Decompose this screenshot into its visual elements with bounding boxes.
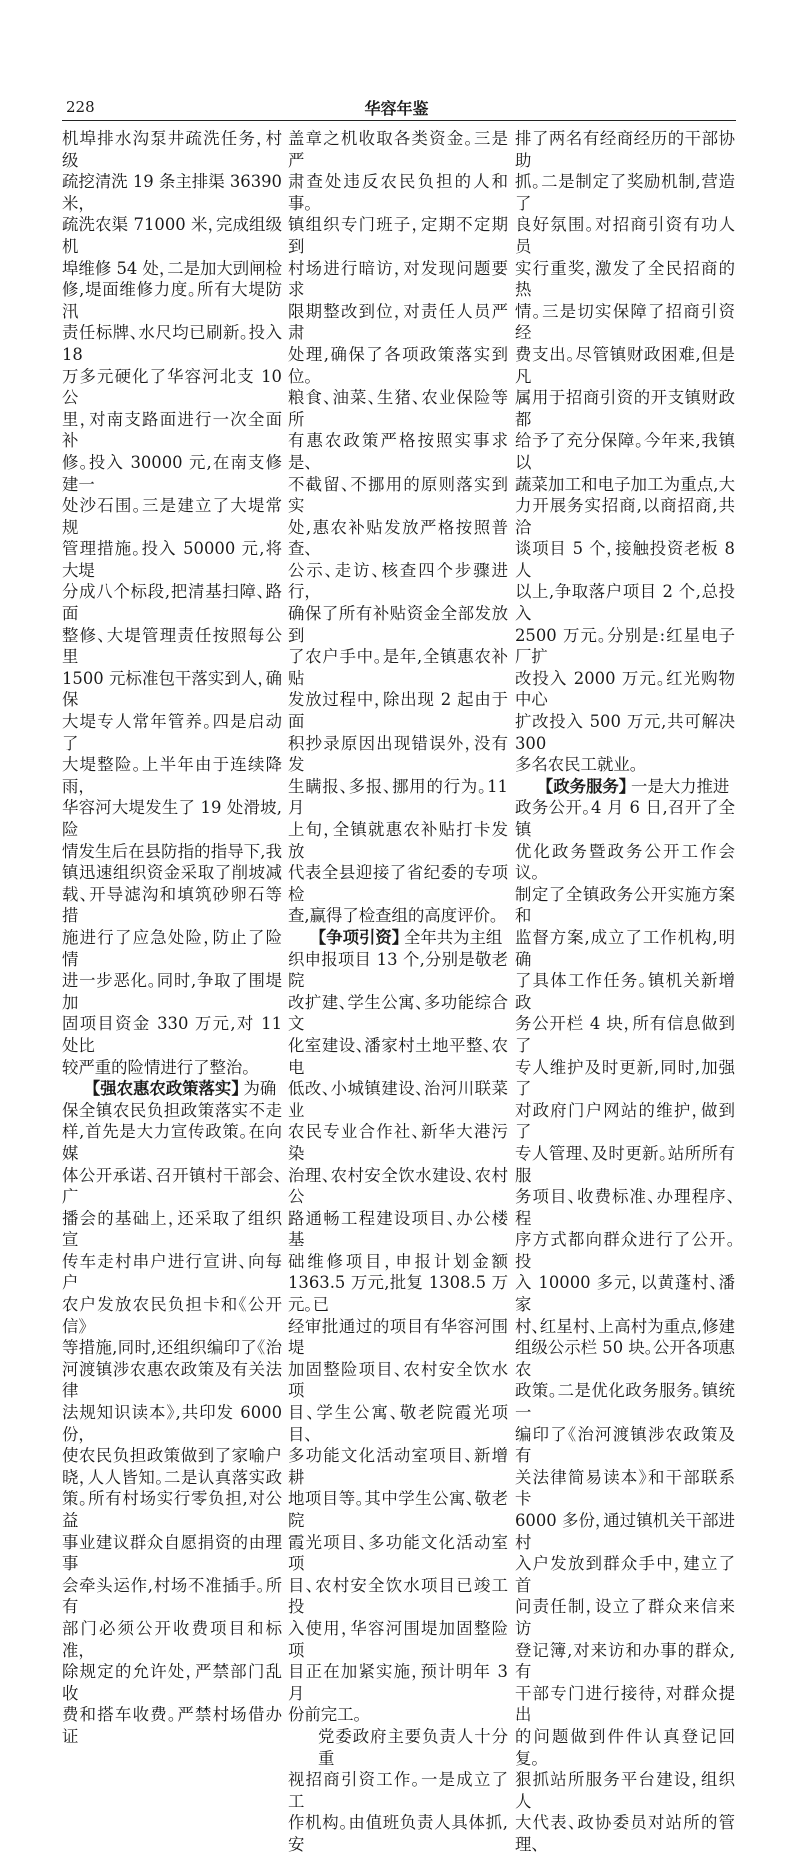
text-line <box>515 1057 735 1100</box>
line-text: 载、开导滤沟和填筑砂卵石等措 <box>62 884 282 926</box>
line-text: 属用于招商引资的开支镇财政都 <box>515 388 735 429</box>
text-line <box>288 1445 508 1488</box>
line-text: 排了两名有经商经历的干部协助 <box>515 129 735 170</box>
text-line <box>288 733 508 776</box>
line-text: 关法律简易读本》和干部联系卡 <box>515 1467 735 1509</box>
line-text: 治理、农村安全饮水建设、农村公 <box>288 1165 508 1207</box>
text-line <box>62 884 282 927</box>
text-line <box>515 797 735 840</box>
text-line <box>62 1467 282 1489</box>
text-line <box>62 128 282 171</box>
text-line <box>62 1359 282 1402</box>
text-line <box>515 884 735 927</box>
text-line <box>62 581 282 624</box>
page-number: 228 <box>66 98 95 116</box>
line-text: 低改、小城镇建设、治河川联菜业 <box>288 1079 508 1120</box>
line-text: 蔬菜加工和电子加工为重点,大 <box>515 474 735 494</box>
text-line <box>288 819 508 862</box>
line-text: 加固整险项目、农村安全饮水项 <box>288 1359 508 1401</box>
line-text: 制定了全镇政务公开实施方案和 <box>515 884 735 926</box>
line-text: 优化政务暨政务公开工作会议。 <box>515 841 735 883</box>
line-text: 务项目、收费标准、办理程序、程 <box>515 1187 735 1228</box>
line-text: 专人维护及时更新,同时,加强了 <box>515 1057 735 1099</box>
line-text: 村场进行暗访，对发现问题要求 <box>288 258 508 300</box>
text-line <box>288 1704 508 1726</box>
header-rule <box>62 120 736 121</box>
text-line <box>62 409 282 452</box>
line-text: 进一步恶化。同时,争取了围堤加 <box>62 971 282 1012</box>
line-text: 华容河大堤发生了 19 处滑坡,险 <box>62 798 282 839</box>
line-text: 党委政府主要负责人十分重 <box>318 1726 508 1768</box>
line-text: 扩改投入 500 万元,共可解决 300 <box>515 712 735 753</box>
line-text: 对政府门户网站的维护，做到了 <box>515 1100 735 1142</box>
line-text: 编印了《治河渡镇涉农政策及有 <box>515 1424 735 1466</box>
line-text: 的问题做到件件认真登记回复。 <box>515 1726 735 1768</box>
text-line <box>62 171 282 214</box>
text-line <box>515 668 735 711</box>
line-text: 万多元硬化了华容河北支 10 公 <box>62 366 282 408</box>
line-text: 限期整改到位，对责任人员严肃 <box>288 301 508 343</box>
text-line <box>515 1186 735 1229</box>
line-text: 事业建议群众自愿捐资的由理事 <box>62 1532 282 1574</box>
line-text: 干部专门进行接待，对群众提出 <box>515 1683 735 1725</box>
line-text: 织申报项目 13 个,分别是敬老院 <box>288 949 508 991</box>
text-line <box>62 625 282 668</box>
line-text: 处理,确保了各项政策落实到位。 <box>288 344 508 386</box>
text-line <box>515 1272 735 1315</box>
text-line <box>288 344 508 387</box>
text-line <box>515 841 735 884</box>
text-line <box>288 1035 508 1078</box>
section-heading-line <box>62 1078 282 1100</box>
line-text: 积抄录原因出现错误外，没有发 <box>288 733 508 775</box>
line-text: 1363.5 万元,批复 1308.5 万元。已 <box>288 1273 508 1315</box>
text-line <box>515 1769 735 1812</box>
text-line <box>62 1121 282 1164</box>
line-text: 目、学生公寓、敬老院霞光项目、 <box>288 1403 508 1444</box>
text-line <box>288 1078 508 1121</box>
text-line <box>515 1596 735 1639</box>
text-line <box>62 1661 282 1704</box>
text-line <box>288 1618 508 1661</box>
text-line <box>288 258 508 301</box>
line-text: 施进行了应急处险，防止了险情 <box>62 927 282 969</box>
text-line <box>288 474 508 517</box>
line-text: 6000 多份，通过镇机关干部进村 <box>515 1511 735 1552</box>
text-line <box>288 214 508 257</box>
text-line <box>515 1424 735 1467</box>
text-line <box>288 171 508 214</box>
text-line <box>515 970 735 1013</box>
line-text: 修。投入 30000 元,在南支修建一 <box>62 452 282 494</box>
line-text: 问责任制，设立了群众来信来访 <box>515 1597 735 1638</box>
text-line <box>515 1467 735 1510</box>
line-text: 肃查处违反农民负担的人和事。 <box>288 172 508 213</box>
line-text: 为确 <box>243 1079 277 1099</box>
text-line <box>288 1359 508 1402</box>
text-line <box>288 560 508 603</box>
text-line <box>62 279 282 322</box>
line-text: 目、农村安全饮水项目已竣工投 <box>288 1575 508 1617</box>
line-text: 抓。二是制定了奖励机制,营造了 <box>515 172 735 213</box>
line-text: 整修、大堤管理责任按照每公里 <box>62 625 282 667</box>
line-text: 生瞒报、多报、挪用的行为。11 月 <box>288 776 508 818</box>
line-text: 作机构。由值班负责人具体抓,安 <box>288 1813 508 1854</box>
text-line <box>288 862 508 905</box>
line-text: 发放过程中，除出现 2 起由于面 <box>288 690 508 732</box>
line-text: 登记簿,对来访和办事的群众,有 <box>515 1640 735 1682</box>
text-line <box>515 1683 735 1726</box>
text-line <box>288 1208 508 1251</box>
line-text: 情。三是切实保障了招商引资经 <box>515 301 735 343</box>
text-line <box>515 430 735 473</box>
line-text: 础维修项目，申报计划金额 <box>288 1251 508 1271</box>
line-text: 序方式都向群众进行了公开。投 <box>515 1230 735 1271</box>
line-text: 镇迅速组织资金采取了削坡减 <box>62 863 282 883</box>
line-text: 村、红星村、上高村为重点,修建 <box>515 1316 735 1336</box>
text-line <box>62 841 282 863</box>
text-line <box>515 711 735 754</box>
text-line <box>62 1445 282 1467</box>
line-text: 大堤整险。上半年由于连续降雨， <box>62 755 282 796</box>
line-text: 查,赢得了检查组的高度评价。 <box>288 906 499 926</box>
text-column-1 <box>62 128 282 1748</box>
line-text: 情发生后在县防指的指导下,我 <box>62 841 282 861</box>
text-line <box>62 214 282 257</box>
text-line <box>288 603 508 646</box>
line-text: 播会的基础上，还采取了组织宣 <box>62 1208 282 1250</box>
line-text: 镇组织专门班子，定期不定期到 <box>288 215 508 256</box>
line-text: 农户发放农民负担卡和《公开信》 <box>62 1295 282 1336</box>
text-line <box>288 905 508 927</box>
text-line <box>62 1165 282 1208</box>
text-line <box>288 301 508 344</box>
text-line <box>515 258 735 301</box>
line-text: 份前完工。 <box>288 1705 362 1725</box>
line-text: 以上,争取落户项目 2 个,总投入 <box>515 582 735 624</box>
line-text: 代表全县迎接了省纪委的专项检 <box>288 863 508 904</box>
text-line <box>515 1510 735 1553</box>
line-text: 分成八个标段,把清基扫障、路面 <box>62 582 282 624</box>
text-line <box>515 625 735 668</box>
text-line <box>515 128 735 171</box>
text-line <box>288 1661 508 1704</box>
line-text: 化室建设、潘家村土地平整、农电 <box>288 1035 508 1077</box>
line-text: 责任标牌、水尺均已刷新。投入 18 <box>62 323 282 364</box>
text-line <box>515 495 735 538</box>
text-line <box>62 1100 282 1122</box>
text-line <box>515 344 735 387</box>
section-heading-line <box>515 776 735 798</box>
text-line <box>288 992 508 1035</box>
line-text: 给予了充分保障。今年来,我镇以 <box>515 431 735 472</box>
text-line <box>62 258 282 280</box>
line-text: 管理措施。投入 50000 元,将大堤 <box>62 539 282 580</box>
text-line <box>515 1380 735 1423</box>
text-line <box>62 322 282 365</box>
text-line <box>288 430 508 473</box>
line-text: 专人管理、及时更新。站所所有服 <box>515 1143 735 1185</box>
line-text: 1500 元标准包干落实到人，确保 <box>62 668 282 710</box>
text-line <box>515 1812 735 1855</box>
text-line <box>62 711 282 754</box>
text-line <box>62 452 282 495</box>
text-line <box>515 387 735 430</box>
line-text: 大代表、政协委员对站所的管理、 <box>515 1813 735 1854</box>
text-line <box>288 1316 508 1359</box>
line-text: 较严重的险情进行了整治。 <box>62 1057 251 1077</box>
text-line <box>62 538 282 581</box>
text-column-3 <box>515 128 735 1856</box>
text-line <box>62 1294 282 1337</box>
text-line <box>62 1575 282 1618</box>
line-text: 策。所有村场实行零负担,对公益 <box>62 1489 282 1530</box>
line-text: 经审批通过的项目有华容河围堤 <box>288 1316 508 1358</box>
text-line <box>62 668 282 711</box>
section-heading: 【争项引资】 <box>318 927 400 947</box>
text-line <box>288 1272 508 1315</box>
text-line <box>515 1337 735 1380</box>
line-text: 河渡镇涉农惠农政策及有关法律 <box>62 1359 282 1401</box>
text-line <box>62 754 282 797</box>
line-text: 一是大力推进 <box>630 776 730 796</box>
line-text: 务公开栏 4 块，所有信息做到了 <box>515 1014 735 1055</box>
text-line <box>288 1769 508 1812</box>
text-line <box>288 1251 508 1273</box>
line-text: 入户发放到群众手中，建立了首 <box>515 1554 735 1595</box>
line-text: 视招商引资工作。一是成立了工 <box>288 1770 508 1811</box>
text-line <box>515 581 735 624</box>
running-title: 华容年鉴 <box>364 99 429 118</box>
line-text: 体公开承诺、召开镇村干部会、广 <box>62 1165 282 1207</box>
text-line <box>288 689 508 732</box>
line-text: 盖章之机收取各类资金。三是严 <box>288 129 508 170</box>
line-text: 费支出。尽管镇财政困难,但是凡 <box>515 344 735 386</box>
line-text: 保全镇农民负担政策落实不走 <box>62 1100 282 1120</box>
line-text: 机埠排水沟泵井疏洗任务，村级 <box>62 129 282 170</box>
line-text: 大堤专人常年管养。四是启动了 <box>62 712 282 753</box>
text-line <box>288 1812 508 1855</box>
line-text: 政策。二是优化政务服务。镇统一 <box>515 1381 735 1423</box>
text-line <box>515 1640 735 1683</box>
text-line <box>515 538 735 581</box>
text-line <box>62 1402 282 1445</box>
text-line <box>515 1553 735 1596</box>
line-text: 入使用，华容河围堤加固整险项 <box>288 1618 508 1660</box>
section-heading-line <box>288 927 508 949</box>
text-line <box>515 1143 735 1186</box>
text-line <box>515 171 735 214</box>
line-text: 改扩建、学生公寓、多功能综合文 <box>288 992 508 1034</box>
line-text: 农民专业合作社、新华大港污染 <box>288 1122 508 1163</box>
text-line <box>62 1057 282 1079</box>
line-text: 埠维修 54 处，二是加大剅闸检 <box>62 258 282 278</box>
line-text: 处,惠农补贴发放严格按照普查、 <box>288 517 508 559</box>
line-text: 里，对南支路面进行一次全面补 <box>62 409 282 451</box>
line-text: 良好氛围。对招商引资有功人员 <box>515 215 735 256</box>
line-text: 晓，人人皆知。二是认真落实政 <box>62 1467 282 1487</box>
line-text: 地项目等。其中学生公寓、敬老院 <box>288 1489 508 1530</box>
text-line <box>288 646 508 689</box>
text-line <box>515 927 735 970</box>
line-text: 疏挖清洗 19 条主排渠 36390 米， <box>62 172 282 213</box>
text-line <box>62 366 282 409</box>
section-heading: 【强农惠农政策落实】 <box>92 1079 240 1099</box>
text-line <box>62 495 282 538</box>
text-line <box>515 1100 735 1143</box>
line-text: 不截留、不挪用的原则落实到实 <box>288 474 508 516</box>
line-text: 等措施,同时,还组织编印了《治 <box>62 1338 282 1358</box>
line-text: 固项目资金 330 万元,对 11 处比 <box>62 1014 282 1055</box>
text-line <box>515 1013 735 1056</box>
text-line <box>288 128 508 171</box>
text-line <box>288 949 508 992</box>
line-text: 入 10000 多元，以黄蓬村、潘家 <box>515 1273 735 1315</box>
text-line <box>288 1121 508 1164</box>
line-text: 霞光项目、多功能文化活动室项 <box>288 1532 508 1574</box>
text-line <box>62 1618 282 1661</box>
line-text: 政务公开。4 月 6 日,召开了全镇 <box>515 798 735 839</box>
line-text: 组级公示栏 50 块。公开各项惠农 <box>515 1338 735 1379</box>
line-text: 粮食、油菜、生猪、农业保险等所 <box>288 388 508 429</box>
line-text: 谈项目 5 个，接触投资老板 8 人 <box>515 539 735 580</box>
line-text: 部门必须公开收费项目和标准， <box>62 1618 282 1660</box>
line-text: 确保了所有补贴资金全部发放到 <box>288 604 508 645</box>
text-line <box>62 970 282 1013</box>
line-text: 除规定的允许处，严禁部门乱收 <box>62 1662 282 1703</box>
text-line <box>288 776 508 819</box>
line-text: 使农民负担政策做到了家喻户 <box>62 1446 282 1466</box>
line-text: 费和搭车收费。严禁村场借办证 <box>62 1705 282 1746</box>
text-line <box>515 754 735 776</box>
text-line <box>515 1726 735 1769</box>
line-text: 会牵头运作,村场不准插手。所有 <box>62 1575 282 1617</box>
text-line <box>515 1229 735 1272</box>
text-line <box>62 797 282 840</box>
line-text: 监督方案,成立了工作机构,明确 <box>515 927 735 969</box>
text-line <box>515 1316 735 1338</box>
text-line <box>288 1726 508 1769</box>
line-text: 路通畅工程建设项目、办公楼基 <box>288 1208 508 1250</box>
line-text: 全年共为主组 <box>403 927 503 947</box>
text-line <box>62 1532 282 1575</box>
line-text: 了农户手中。是年,全镇惠农补贴 <box>288 647 508 688</box>
line-text: 2500 万元。分别是:红星电子厂扩 <box>515 625 735 667</box>
text-line <box>62 862 282 884</box>
text-line <box>62 1251 282 1294</box>
text-line <box>288 1575 508 1618</box>
line-text: 样,首先是大力宣传政策。在向媒 <box>62 1122 282 1163</box>
section-heading: 【政务服务】 <box>545 776 627 796</box>
line-text: 实行重奖，激发了全民招商的热 <box>515 258 735 300</box>
text-line <box>62 1704 282 1747</box>
text-line <box>288 387 508 430</box>
text-line <box>288 1165 508 1208</box>
text-column-2 <box>288 128 508 1856</box>
line-text: 传车走村串户进行宣讲、向每户 <box>62 1251 282 1293</box>
line-text: 了具体工作任务。镇机关新增政 <box>515 971 735 1012</box>
text-line <box>288 517 508 560</box>
text-line <box>288 1532 508 1575</box>
text-line <box>515 214 735 257</box>
text-line <box>515 301 735 344</box>
text-line <box>62 1013 282 1056</box>
line-text: 狠抓站所服务平台建设，组织人 <box>515 1770 735 1811</box>
text-line <box>62 927 282 970</box>
line-text: 法规知识读本》,共印发 6000 份， <box>62 1403 282 1444</box>
line-text: 公示、走访、核查四个步骤进行， <box>288 560 508 602</box>
text-line <box>288 1488 508 1531</box>
text-line <box>288 1402 508 1445</box>
line-text: 力开展务实招商,以商招商,共洽 <box>515 496 735 537</box>
line-text: 目正在加紧实施，预计明年 3 月 <box>288 1662 508 1703</box>
line-text: 处沙石围。三是建立了大堤常规 <box>62 496 282 537</box>
line-text: 多名农民工就业。 <box>515 755 638 775</box>
line-text: 疏洗农渠 71000 米，完成组级机 <box>62 215 282 256</box>
line-text: 有惠农政策严格按照实事求是、 <box>288 431 508 472</box>
line-text: 多功能文化活动室项目、新增耕 <box>288 1446 508 1487</box>
line-text: 上旬，全镇就惠农补贴打卡发放 <box>288 820 508 861</box>
line-text: 改投入 2000 万元。红光购物中心 <box>515 668 735 710</box>
text-line <box>62 1488 282 1531</box>
line-text: 修,堤面维修力度。所有大堤防汛 <box>62 280 282 321</box>
text-line <box>62 1208 282 1251</box>
text-line <box>62 1337 282 1359</box>
text-line <box>515 474 735 496</box>
